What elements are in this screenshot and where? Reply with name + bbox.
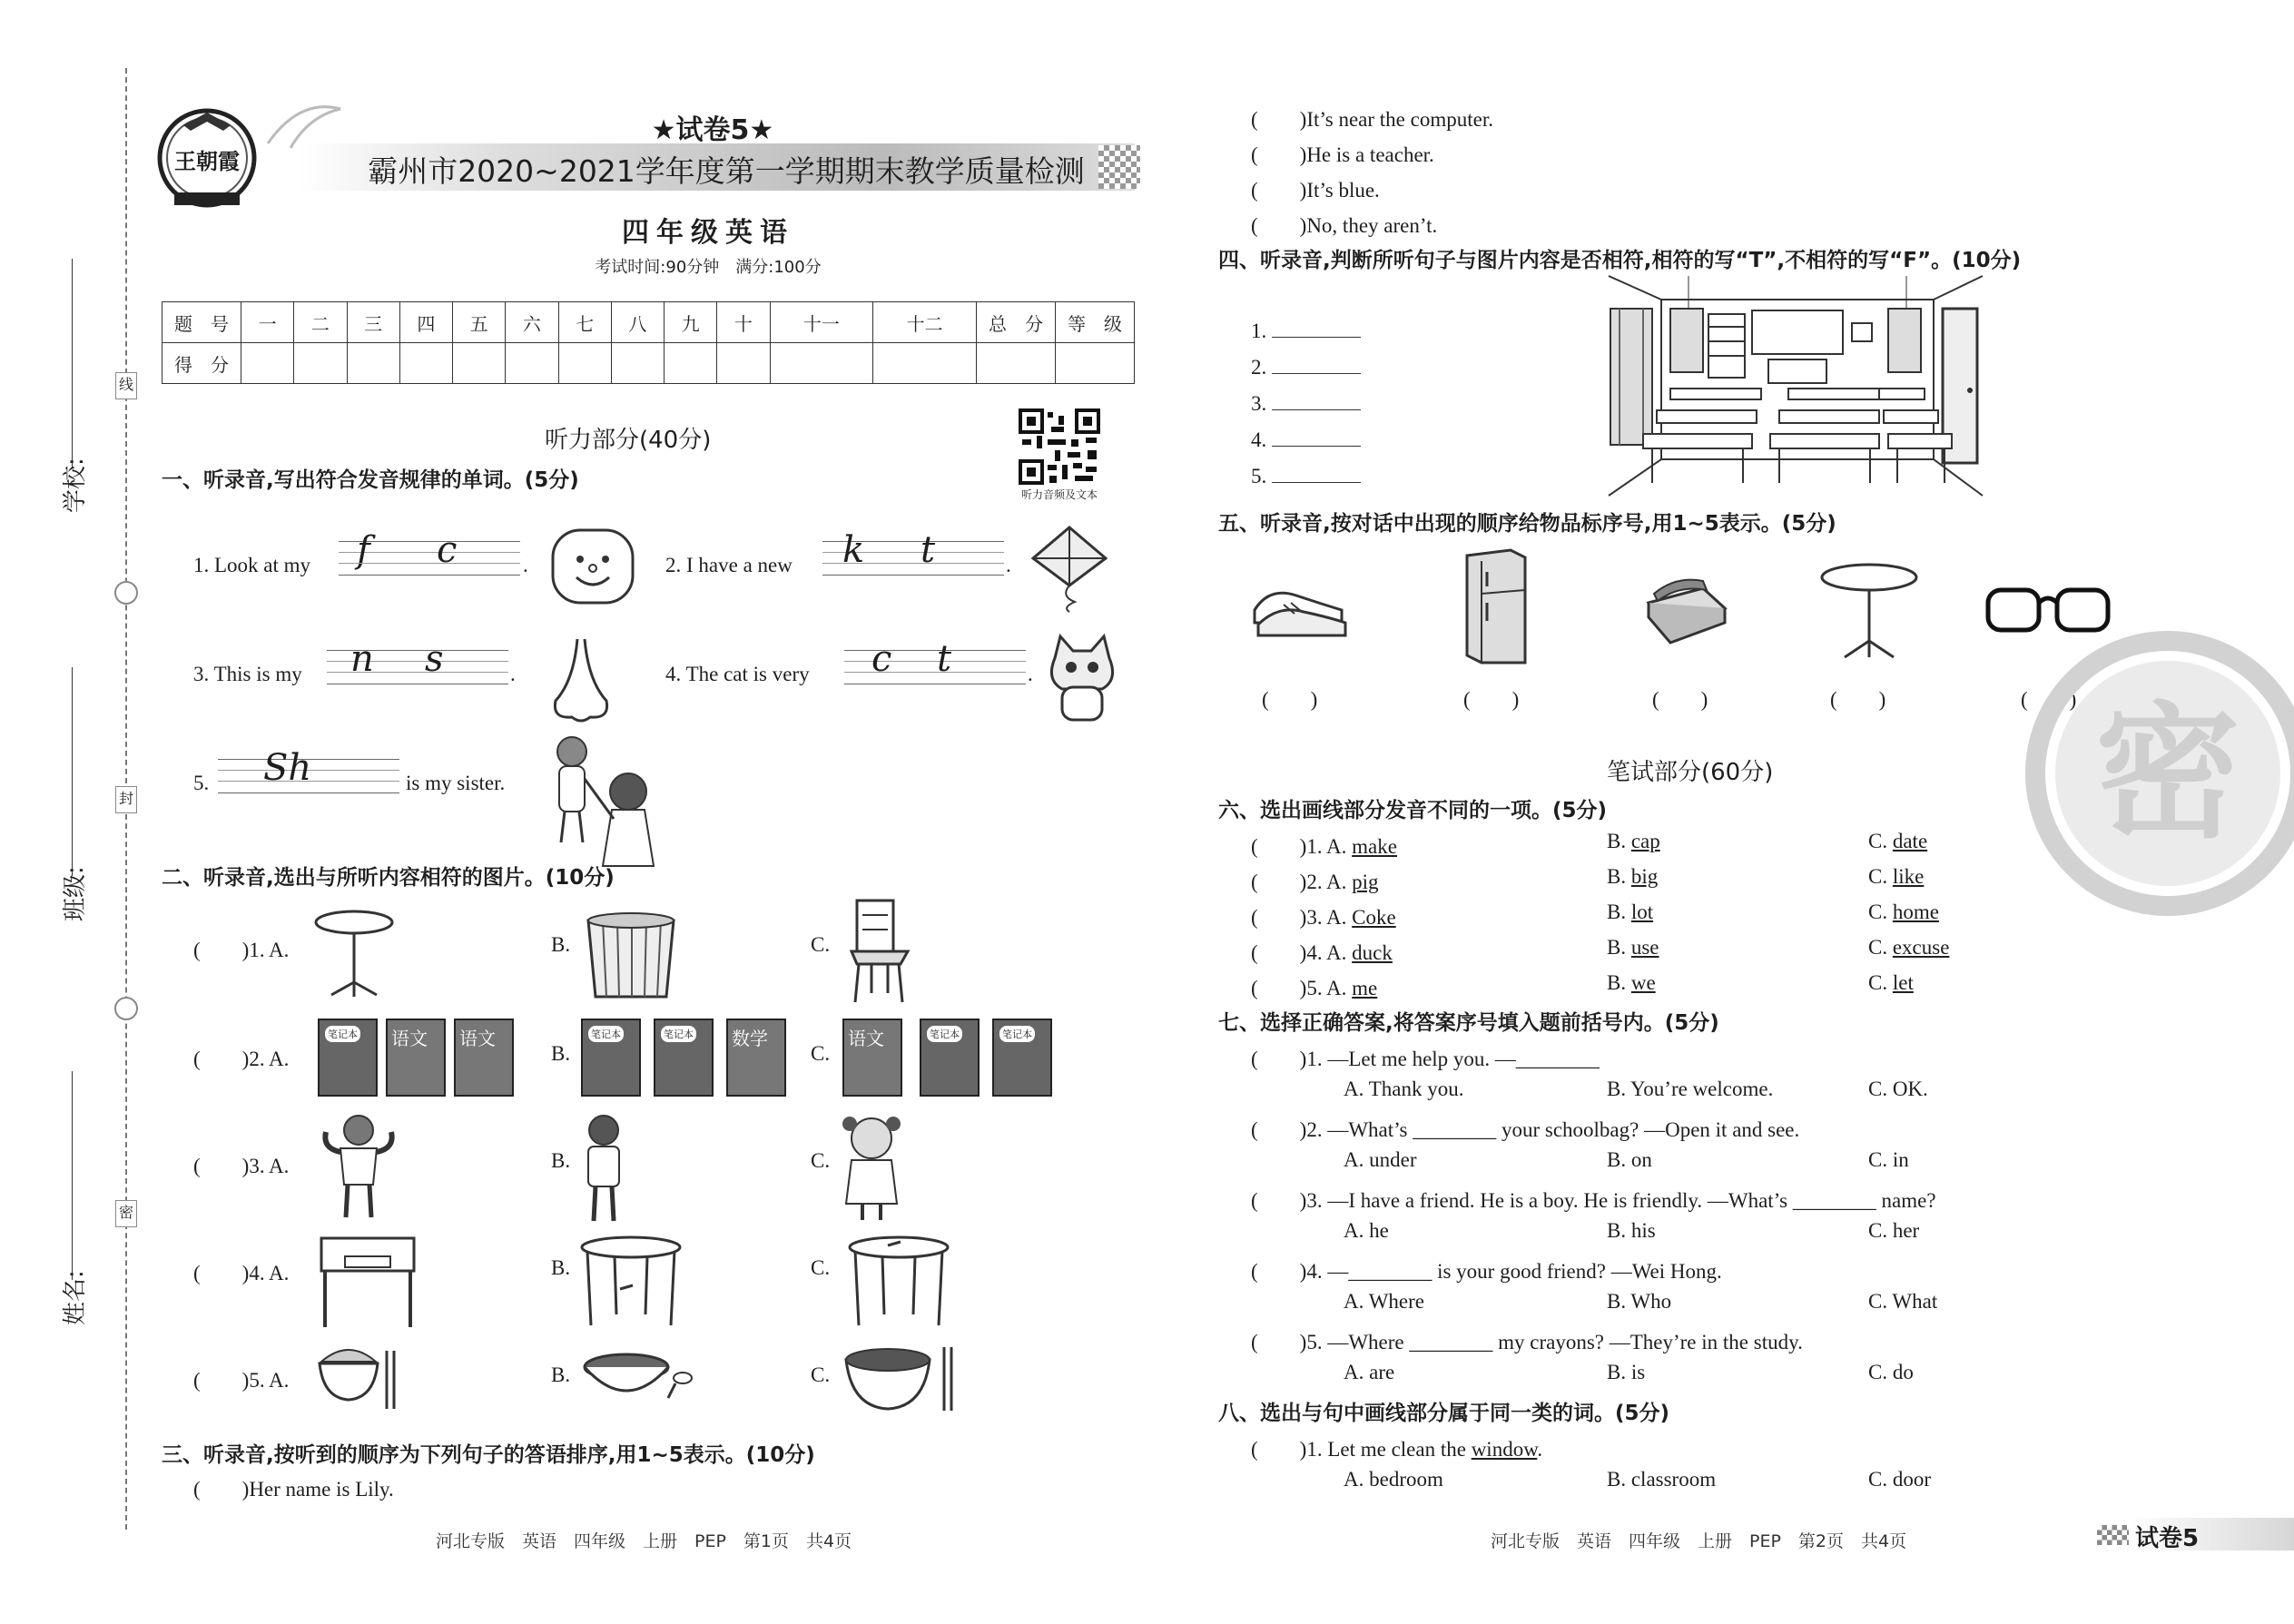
s6-row-3-c: C. home bbox=[1868, 901, 1939, 923]
score-row-label: 得 分 bbox=[162, 343, 241, 384]
score-head-13: 总 分 bbox=[977, 302, 1056, 343]
score-cell[interactable] bbox=[506, 343, 558, 384]
s7-q1-c: C. OK. bbox=[1868, 1078, 1928, 1100]
s7-q3-a: A. he bbox=[1344, 1219, 1389, 1242]
s2-row-4-label: ( )4. A. bbox=[193, 1262, 290, 1284]
s7-q4-b: B. Who bbox=[1607, 1290, 1672, 1313]
score-cell[interactable] bbox=[399, 343, 452, 384]
score-head-11: 十一 bbox=[770, 302, 873, 343]
footer-tag: 试卷5 bbox=[2135, 1525, 2200, 1552]
score-head-8: 八 bbox=[611, 302, 664, 343]
s3-item-5: ( )No, they aren’t. bbox=[1251, 214, 1438, 237]
seal-label-fold: 封 bbox=[115, 786, 137, 813]
s2-row-1-b: B. bbox=[551, 933, 571, 956]
s1-item-1-letter-1: f bbox=[357, 529, 370, 571]
score-head-10: 十 bbox=[717, 302, 770, 343]
score-cell[interactable] bbox=[770, 343, 873, 384]
s5-title: 五、听录音,按对话中出现的顺序给物品标序号,用1~5表示。(5分) bbox=[1218, 512, 1836, 536]
s4-item-2[interactable]: 2. bbox=[1251, 356, 1361, 379]
s8-title: 八、选出与句中画线部分属于同一类的词。(5分) bbox=[1218, 1402, 1670, 1425]
footer-left: 河北专版 英语 四年级 上册 PEP 第1页 共4页 bbox=[436, 1531, 852, 1551]
s7-q1-a: A. Thank you. bbox=[1344, 1078, 1464, 1100]
cat-picture bbox=[1042, 631, 1122, 729]
score-table bbox=[162, 301, 1135, 384]
table-picture-b bbox=[578, 1235, 684, 1334]
s7-q2-a: A. under bbox=[1344, 1148, 1417, 1171]
book-notebook: 笔记本 bbox=[581, 1019, 641, 1097]
face-picture bbox=[549, 527, 636, 610]
seal-watermark bbox=[2023, 628, 2294, 919]
s8-q1-a: A. bedroom bbox=[1344, 1468, 1443, 1491]
s1-item-2-writing-line[interactable] bbox=[822, 529, 1004, 576]
s7-q4-c: C. What bbox=[1868, 1290, 1938, 1313]
s1-item-1-suffix: . bbox=[523, 554, 528, 576]
school-label: 学校: bbox=[62, 458, 89, 513]
shoes-picture bbox=[1251, 577, 1351, 645]
s7-q3: ( )3. —I have a friend. He is a boy. He is friendly. —What’s ________ name? bbox=[1251, 1189, 1936, 1212]
s1-item-5-suffix: is my sister. bbox=[406, 772, 506, 794]
paper-label: ★试卷5★ bbox=[651, 114, 774, 146]
score-cell[interactable] bbox=[241, 343, 294, 384]
writing-title: 笔试部分(60分) bbox=[1607, 759, 1774, 786]
s5-paren-1[interactable]: ( ) bbox=[1262, 688, 1318, 711]
s7-q4: ( )4. —________ is your good friend? —Wei Hong. bbox=[1251, 1260, 1722, 1283]
book-notebook: 笔记本 bbox=[318, 1019, 378, 1097]
s6-row-5-c: C. let bbox=[1868, 971, 1914, 994]
s2-row-5-c: C. bbox=[811, 1363, 831, 1386]
s1-item-4-letter-2: t bbox=[937, 638, 952, 680]
footer-tag-deco bbox=[2097, 1525, 2133, 1545]
s7-q2-b: B. on bbox=[1607, 1148, 1652, 1171]
logo-text: 王朝霞 bbox=[174, 149, 240, 174]
logo-badge bbox=[156, 107, 258, 209]
s1-item-5-letter-1: Sh bbox=[263, 747, 312, 789]
s4-item-4[interactable]: 4. bbox=[1251, 428, 1361, 452]
s1-item-4-suffix: . bbox=[1028, 663, 1033, 685]
s7-q5-a: A. are bbox=[1344, 1361, 1395, 1383]
s8-q1: ( )1. Let me clean the window. bbox=[1251, 1438, 1543, 1461]
seal-label-mi: 密 bbox=[115, 1200, 137, 1227]
desk-picture-a bbox=[318, 1235, 418, 1334]
qr-code[interactable] bbox=[1019, 408, 1100, 485]
s5-paren-5[interactable]: ( ) bbox=[2021, 688, 2077, 711]
fridge-picture bbox=[1460, 548, 1532, 670]
s2-row-3-label: ( )3. A. bbox=[193, 1155, 290, 1177]
s7-q5-c: C. do bbox=[1868, 1361, 1914, 1383]
s1-item-2-letter-1: k bbox=[842, 529, 865, 571]
s2-row-5-b: B. bbox=[551, 1363, 571, 1386]
s7-q5-b: B. is bbox=[1607, 1361, 1646, 1383]
book-notebook: 笔记本 bbox=[920, 1019, 980, 1097]
book-chinese: 语文 bbox=[842, 1019, 902, 1097]
score-head-2: 二 bbox=[294, 302, 347, 343]
s3-item-4: ( )It’s blue. bbox=[1251, 179, 1380, 202]
footer-right: 河北专版 英语 四年级 上册 PEP 第2页 共4页 bbox=[1491, 1531, 1907, 1551]
table-picture-c bbox=[846, 1235, 951, 1334]
listening-title: 听力部分(40分) bbox=[545, 427, 712, 454]
score-cell[interactable] bbox=[665, 343, 717, 384]
girl-picture-c bbox=[837, 1115, 906, 1227]
s1-item-1-prefix: 1. Look at my bbox=[193, 554, 311, 576]
s1-title: 一、听录音,写出符合发音规律的单词。(5分) bbox=[162, 468, 579, 492]
s5-paren-3[interactable]: ( ) bbox=[1652, 688, 1708, 711]
s6-title: 六、选出画线部分发音不同的一项。(5分) bbox=[1218, 799, 1608, 822]
s7-title: 七、选择正确答案,将答案序号填入题前括号内。(5分) bbox=[1218, 1011, 1719, 1035]
name-label: 姓名: bbox=[62, 1270, 89, 1325]
book-notebook-2: 笔记本 bbox=[992, 1019, 1052, 1097]
s7-q5: ( )5. —Where ________ my crayons? —They’re in the study. bbox=[1251, 1331, 1803, 1353]
s2-row-1-c: C. bbox=[811, 933, 831, 956]
s5-paren-4[interactable]: ( ) bbox=[1830, 688, 1886, 711]
soup-picture-b bbox=[581, 1351, 699, 1409]
s2-row-1-label: ( )1. A. bbox=[193, 939, 290, 961]
score-cell[interactable] bbox=[294, 343, 347, 384]
book-chinese-2: 语文 bbox=[454, 1019, 514, 1097]
s6-row-4: ( )4. A. duck bbox=[1251, 941, 1393, 964]
s6-row-4-b: B. use bbox=[1607, 936, 1659, 959]
s2-row-2-b: B. bbox=[551, 1042, 571, 1065]
subject-title: 四年级英语 bbox=[622, 217, 794, 249]
s4-item-5[interactable]: 5. bbox=[1251, 465, 1361, 488]
seal-watermark-char: 密 bbox=[2094, 688, 2240, 858]
score-cell[interactable] bbox=[453, 343, 506, 384]
s7-q1-b: B. You’re welcome. bbox=[1607, 1078, 1774, 1100]
s2-row-3-c: C. bbox=[811, 1149, 831, 1172]
s1-item-5-writing-line[interactable] bbox=[218, 747, 399, 793]
sisters-picture bbox=[545, 733, 663, 873]
s1-item-3-letter-1: n bbox=[350, 638, 374, 680]
school-field[interactable] bbox=[56, 259, 93, 540]
chair-picture-c bbox=[844, 897, 917, 1009]
book-notebook-2: 笔记本 bbox=[654, 1019, 714, 1097]
score-head-4: 四 bbox=[399, 302, 452, 343]
classroom-picture bbox=[1607, 272, 1984, 501]
s5-paren-2[interactable]: ( ) bbox=[1463, 688, 1520, 711]
s1-item-3-writing-line[interactable] bbox=[327, 638, 508, 684]
score-head-0: 题 号 bbox=[162, 302, 241, 343]
score-cell[interactable] bbox=[558, 343, 611, 384]
s6-row-3: ( )3. A. Coke bbox=[1251, 906, 1396, 929]
seal-label-line: 线 bbox=[115, 372, 137, 399]
s2-row-2-label: ( )2. A. bbox=[193, 1048, 290, 1070]
exam-info: 考试时间:90分钟 满分:100分 bbox=[595, 258, 822, 277]
score-cell[interactable] bbox=[1056, 343, 1135, 384]
s2-row-4-c: C. bbox=[811, 1256, 831, 1279]
s1-item-1-letter-2: c bbox=[437, 529, 458, 571]
s2-row-2-c: C. bbox=[811, 1042, 831, 1065]
class-label: 班级: bbox=[62, 866, 89, 921]
score-head-7: 七 bbox=[558, 302, 611, 343]
s4-title: 四、听录音,判断所听句子与图片内容是否相符,相符的写“T”,不相符的写“F”。(10分) bbox=[1218, 249, 2022, 272]
s6-row-1-b: B. cap bbox=[1607, 830, 1660, 852]
s7-q4-a: A. Where bbox=[1344, 1290, 1424, 1313]
s1-item-1-writing-line[interactable] bbox=[339, 529, 520, 576]
s4-item-1[interactable]: 1. bbox=[1251, 320, 1361, 343]
book-math: 数学 bbox=[726, 1019, 786, 1097]
score-head-1: 一 bbox=[241, 302, 294, 343]
score-head-3: 三 bbox=[347, 302, 399, 343]
logo-ribbon bbox=[263, 98, 345, 153]
book-chinese: 语文 bbox=[386, 1019, 446, 1097]
seal-ring-2 bbox=[114, 997, 138, 1020]
s1-item-4-writing-line[interactable] bbox=[844, 638, 1026, 684]
score-cell[interactable] bbox=[717, 343, 770, 384]
s7-q3-c: C. her bbox=[1868, 1219, 1920, 1242]
s2-row-3-b: B. bbox=[551, 1149, 571, 1172]
s8-q1-c: C. door bbox=[1868, 1468, 1931, 1491]
s2-row-5-label: ( )5. A. bbox=[193, 1369, 290, 1392]
s1-item-2-suffix: . bbox=[1006, 554, 1011, 576]
basket-picture-b bbox=[581, 908, 681, 1006]
s1-item-4-letter-1: c bbox=[871, 638, 892, 680]
round-table-picture bbox=[1819, 563, 1919, 666]
s8-q1-b: B. classroom bbox=[1607, 1468, 1717, 1491]
noodles-picture-c bbox=[842, 1342, 960, 1418]
s1-item-2-prefix: 2. I have a new bbox=[665, 554, 793, 576]
score-head-12: 十二 bbox=[873, 302, 977, 343]
s7-q1: ( )1. —Let me help you. —________ bbox=[1251, 1048, 1600, 1070]
s7-q2: ( )2. —What’s ________ your schoolbag? —Open it and see. bbox=[1251, 1118, 1800, 1141]
s1-item-4-prefix: 4. The cat is very bbox=[665, 663, 810, 685]
s6-row-3-b: B. lot bbox=[1607, 901, 1654, 923]
s1-item-3-letter-2: s bbox=[425, 638, 444, 680]
qr-caption: 听力音频及文本 bbox=[1020, 488, 1098, 501]
score-head-6: 六 bbox=[506, 302, 558, 343]
s2-title: 二、听录音,选出与所听内容相符的图片。(10分) bbox=[162, 866, 615, 890]
s3-title: 三、听录音,按听到的顺序为下列句子的答语排序,用1~5表示。(10分) bbox=[162, 1443, 815, 1467]
boy-picture-b bbox=[572, 1112, 635, 1230]
score-cell[interactable] bbox=[611, 343, 664, 384]
s1-item-3-suffix: . bbox=[510, 663, 516, 685]
s6-row-1-c: C. date bbox=[1868, 830, 1928, 852]
phone-picture bbox=[1639, 566, 1730, 648]
s6-row-2-b: B. big bbox=[1607, 865, 1659, 888]
s6-row-2-c: C. like bbox=[1868, 865, 1925, 888]
s2-row-4-b: B. bbox=[551, 1256, 571, 1279]
s6-row-4-c: C. excuse bbox=[1868, 936, 1950, 959]
s3-item-3: ( )He is a teacher. bbox=[1251, 143, 1434, 166]
score-head-5: 五 bbox=[453, 302, 506, 343]
s7-q2-c: C. in bbox=[1868, 1148, 1909, 1171]
score-cell[interactable] bbox=[347, 343, 399, 384]
nose-picture bbox=[545, 635, 617, 730]
s6-row-5-b: B. we bbox=[1607, 971, 1656, 994]
s4-item-3[interactable]: 3. bbox=[1251, 392, 1361, 416]
seal-ring-1 bbox=[114, 581, 138, 605]
score-head-14: 等 级 bbox=[1056, 302, 1135, 343]
score-cell[interactable] bbox=[873, 343, 977, 384]
round-table-picture-a bbox=[313, 908, 395, 1002]
s6-row-2: ( )2. A. pig bbox=[1251, 871, 1379, 893]
score-cell[interactable] bbox=[977, 343, 1056, 384]
s3-item-2: ( )It’s near the computer. bbox=[1251, 108, 1493, 131]
s3-item-1: ( )Her name is Lily. bbox=[193, 1478, 394, 1501]
s1-item-3-prefix: 3. This is my bbox=[193, 663, 302, 685]
class-field[interactable] bbox=[56, 667, 93, 949]
strong-boy-picture-a bbox=[313, 1112, 404, 1225]
s7-q3-b: B. his bbox=[1607, 1219, 1656, 1242]
s6-row-1: ( )1. A. make bbox=[1251, 835, 1397, 858]
score-head-9: 九 bbox=[665, 302, 717, 343]
s1-item-5-prefix: 5. bbox=[193, 772, 210, 794]
name-field[interactable] bbox=[56, 1071, 93, 1353]
s6-row-5: ( )5. A. me bbox=[1251, 977, 1378, 999]
s1-item-2-letter-2: t bbox=[921, 529, 936, 571]
kite-picture bbox=[1024, 522, 1115, 616]
main-title: 霸州市2020~2021学年度第一学期期末教学质量检测 bbox=[368, 153, 1085, 189]
rice-picture-a bbox=[316, 1343, 398, 1416]
